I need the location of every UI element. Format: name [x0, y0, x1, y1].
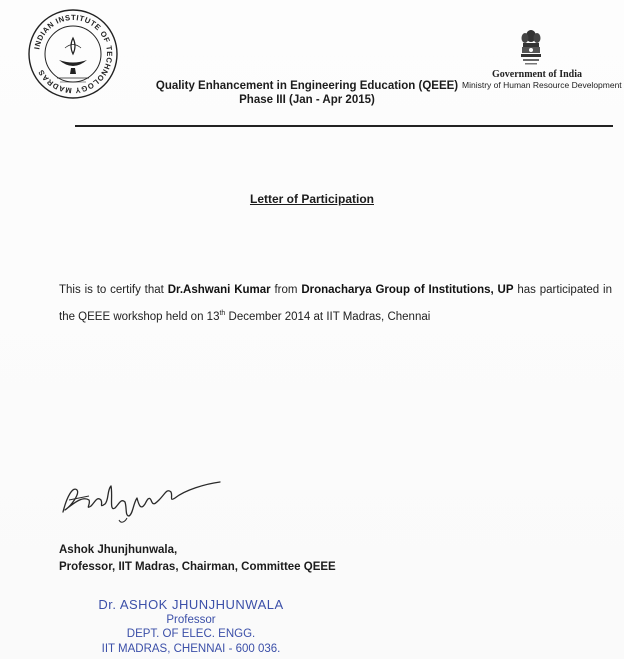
ministry-text: Ministry of Human Resource Development: [462, 80, 622, 90]
letter-title: Letter of Participation: [249, 192, 374, 206]
stamp-title: Professor: [166, 613, 216, 626]
signatory-name: Ashok Jhunjhunwala,: [59, 544, 178, 556]
signatory-block: [59, 542, 336, 576]
certificate-body: [59, 277, 612, 331]
government-emblem-icon: [517, 27, 545, 69]
body-text-2: from: [270, 284, 302, 296]
stamp-name: Dr. ASHOK JHUNJHUNWALA: [98, 597, 284, 612]
stamp-address: IIT MADRAS, CHENNAI - 600 036.: [101, 642, 281, 655]
participant-name: Dr.Ashwani Kumar: [167, 284, 271, 296]
government-block: [462, 69, 622, 91]
official-stamp: [86, 598, 296, 656]
body-text-1: This is to certify that: [59, 284, 168, 296]
government-of-india-text: Government of India: [492, 69, 582, 80]
body-text-3: has participated in the QEEE workshop held on 13: [59, 284, 613, 323]
program-phase: Phase III (Jan - Apr 2015): [239, 94, 375, 106]
date-suffix: th: [219, 310, 226, 318]
program-header: [152, 79, 462, 107]
body-text-4: December 2014 at IIT Madras, Chennai: [225, 311, 431, 323]
institution-name: Dronacharya Group of Institutions, UP: [301, 284, 514, 296]
svg-text:INDIAN INSTITUTE OF TECHNOLOGY: INDIAN INSTITUTE OF TECHNOLOGY MADRAS: [32, 12, 115, 96]
signatory-designation: Professor, IIT Madras, Chairman, Committee QEEE: [59, 561, 336, 573]
iit-madras-seal-icon: [27, 8, 119, 100]
handwritten-signature-icon: [55, 466, 225, 526]
stamp-department: DEPT. OF ELEC. ENGG.: [126, 628, 256, 640]
program-title: Quality Enhancement in Engineering Education (QEEE): [155, 80, 459, 92]
header-divider: [75, 125, 613, 127]
